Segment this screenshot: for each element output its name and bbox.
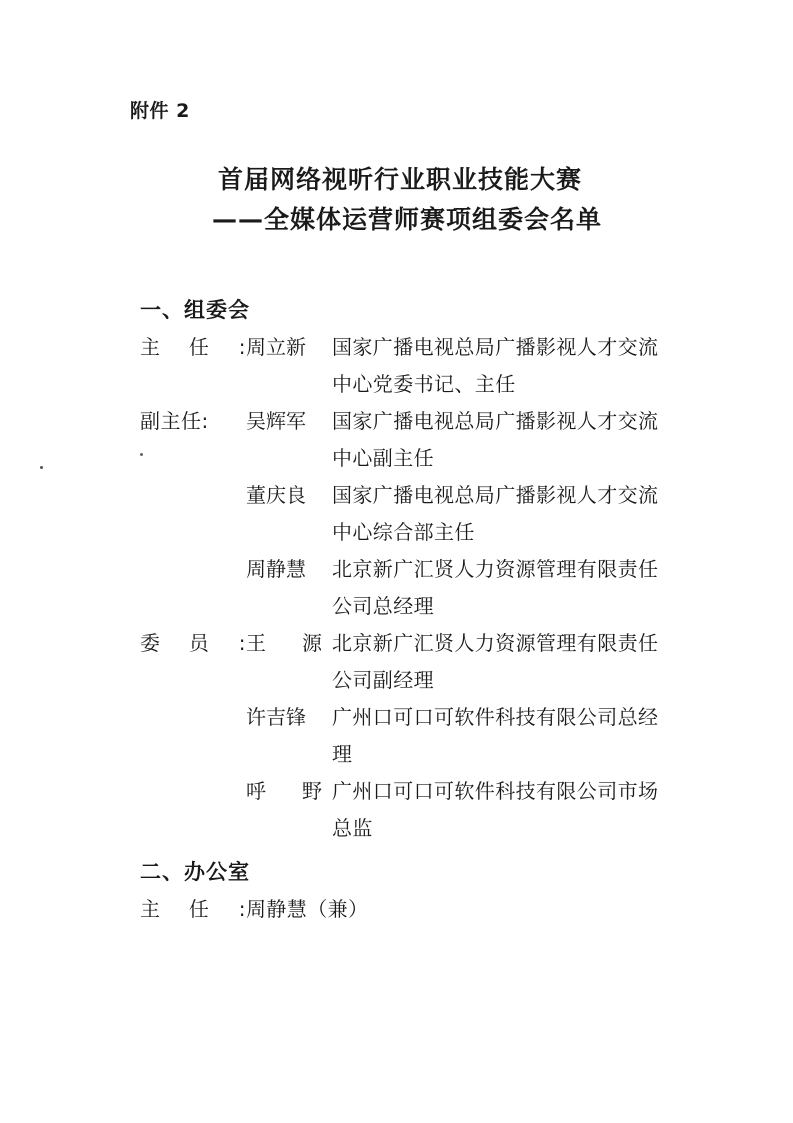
entry-desc: 北京新广汇贤人力资源管理有限责任 <box>332 631 659 655</box>
entry-role <box>140 891 246 928</box>
committee-entry <box>140 329 700 366</box>
entry-name: 董庆良 <box>246 483 306 507</box>
entry-desc-continuation: 总监 <box>332 816 373 840</box>
entry-desc-continuation: 公司副经理 <box>332 668 434 692</box>
title-line-2: ——全媒体运营师赛项组委会名单 <box>211 205 602 234</box>
committee-entry <box>140 551 700 588</box>
title-line-1: 首届网络视听行业职业技能大赛 <box>217 165 582 194</box>
scan-artifact-dot <box>40 466 43 469</box>
committee-entry <box>140 477 700 514</box>
committee-entry <box>140 625 700 662</box>
entry-name-right: 野 <box>302 779 322 803</box>
document-body <box>140 285 700 928</box>
entry-role: 副主任: <box>140 409 209 433</box>
entry-name-left: 王 <box>246 631 266 655</box>
entry-desc-continuation: 中心副主任 <box>332 446 434 470</box>
entry-role-left: 主 <box>140 897 161 921</box>
committee-entry <box>140 699 700 736</box>
entry-desc: 国家广播电视总局广播影视人才交流 <box>332 409 659 433</box>
committee-entry <box>140 403 700 440</box>
entry-desc-continuation: 中心党委书记、主任 <box>332 372 516 396</box>
section-heading-office: 二、办公室 <box>140 860 250 884</box>
entry-value: 周静慧（兼） <box>246 897 369 921</box>
entry-desc-continuation: 理 <box>332 742 353 766</box>
section-heading-committee: 一、组委会 <box>140 298 250 322</box>
office-entry <box>140 891 700 928</box>
entry-name-right: 源 <box>302 631 322 655</box>
entry-name: 周静慧 <box>246 557 306 581</box>
entry-role-right: 员 <box>188 631 210 655</box>
entry-role-colon: : <box>238 631 246 655</box>
entry-role-colon: : <box>238 335 246 359</box>
entry-role-right: 任 <box>188 335 210 359</box>
entry-role-left: 委 <box>140 631 161 655</box>
entry-role <box>140 329 246 366</box>
entry-name: 许吉锋 <box>246 705 306 729</box>
entry-desc-continuation: 公司总经理 <box>332 594 434 618</box>
entry-role-right: 任 <box>188 897 210 921</box>
entry-name-left: 呼 <box>246 779 266 803</box>
entry-name: 周立新 <box>246 335 306 359</box>
entry-name <box>246 773 332 810</box>
entry-desc: 北京新广汇贤人力资源管理有限责任 <box>332 557 659 581</box>
entry-role-left: 主 <box>140 335 161 359</box>
entry-name <box>246 625 332 662</box>
entry-name: 吴辉军 <box>246 409 306 433</box>
entry-desc-continuation: 中心综合部主任 <box>332 520 475 544</box>
document-title <box>130 160 670 240</box>
entry-role-colon: : <box>238 897 246 921</box>
entry-desc: 广州口可口可软件科技有限公司总经 <box>332 705 659 729</box>
entry-desc: 国家广播电视总局广播影视人才交流 <box>332 335 659 359</box>
committee-entry <box>140 773 700 810</box>
entry-desc: 国家广播电视总局广播影视人才交流 <box>332 483 659 507</box>
entry-desc: 广州口可口可软件科技有限公司市场 <box>332 779 659 803</box>
entry-role <box>140 625 246 662</box>
attachment-label: 附件 2 <box>130 100 190 122</box>
